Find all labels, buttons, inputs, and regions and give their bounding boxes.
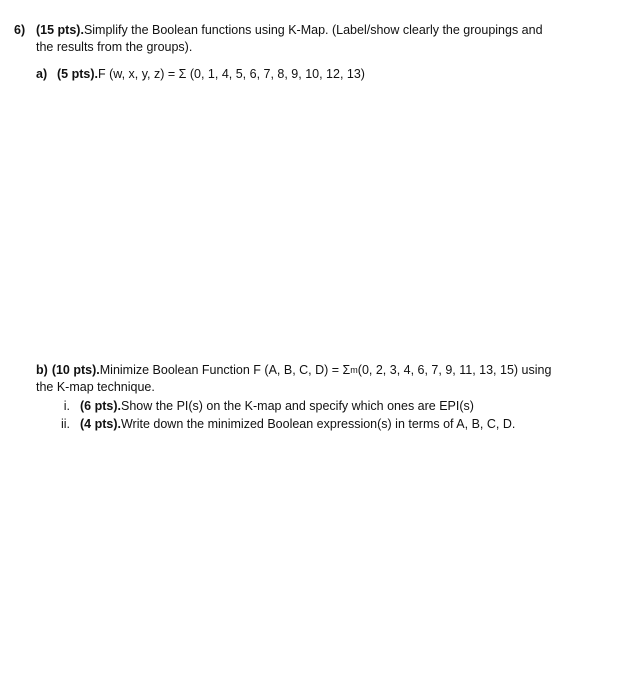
part-b-points: (10 pts). [51, 363, 100, 377]
question-text-line2: the results from the groups). [36, 40, 193, 54]
question-6 [14, 22, 614, 56]
part-b-text-before: Minimize Boolean Function F (A, B, C, D) = Σ [99, 363, 351, 377]
part-a-label: a) [36, 67, 48, 81]
part-b-subscript: m [350, 365, 358, 375]
subpart-text: Write down the minimized Boolean expression(s) in terms of A, B, C, D. [120, 417, 516, 431]
subpart-text: Show the PI(s) on the K-map and specify which ones are EPI(s) [120, 399, 474, 413]
subpart-points: (4 pts). [80, 417, 121, 431]
part-a [36, 66, 616, 83]
question-points: (15 pts). [36, 23, 84, 37]
part-a-points: (5 pts). [57, 67, 98, 81]
part-b-subpart-ii [36, 416, 616, 433]
subpart-numeral: ii. [60, 417, 70, 431]
part-b-subpart-i [36, 398, 616, 415]
part-a-text: F (w, x, y, z) = Σ (0, 1, 4, 5, 6, 7, 8, 9, 10, 12, 13) [97, 67, 365, 81]
subpart-points: (6 pts). [80, 399, 121, 413]
question-number: 6) [14, 23, 26, 37]
subpart-numeral: i. [63, 399, 70, 413]
part-b-label: b) [36, 363, 48, 377]
part-b [36, 362, 616, 396]
question-text-line1: Simplify the Boolean functions using K-Map. (Label/show clearly the groupings and [83, 23, 543, 37]
part-b-text-line2: the K-map technique. [36, 380, 155, 394]
part-b-text-after: (0, 2, 3, 4, 6, 7, 9, 11, 13, 15) using [357, 363, 552, 377]
